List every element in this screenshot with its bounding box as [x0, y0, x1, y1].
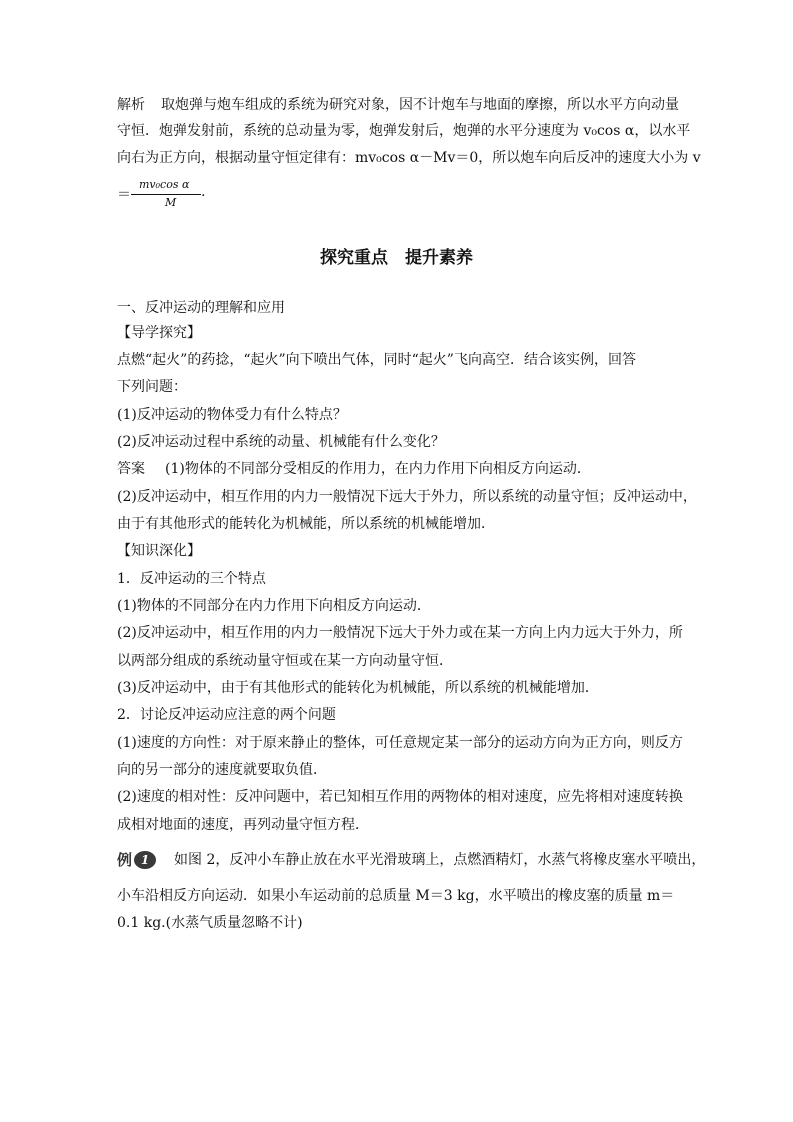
heading-recoil-motion: 一、反冲运动的理解和应用 — [117, 300, 285, 316]
formula-end: . — [201, 184, 206, 200]
recoil-velocity-formula — [117, 178, 207, 214]
knowledge-point-1: (1)物体的不同部分在内力作用下向相反方向运动． — [117, 598, 431, 614]
formula-equals: ＝ — [117, 187, 131, 203]
question-2: (2)反冲运动过程中系统的动量、机械能有什么变化？ — [117, 434, 445, 450]
example-line-1: 例 1 如图 2，反冲小车静止放在水平光滑玻璃上，点燃酒精灯，水蒸气将橡皮塞水平喷出， — [117, 851, 706, 869]
example-number-icon: 1 — [134, 851, 156, 869]
answer-2-line-1: (2)反冲运动中，相互作用的内力一般情况下远大于外力，所以系统的动量守恒；反冲运动中， — [117, 489, 697, 505]
example-badge — [117, 850, 156, 870]
answer-label: 答案 — [117, 461, 145, 477]
issue-1-line-1: (1)速度的方向性：对于原来静止的整体，可任意规定某一部分的运动方向为正方向，则反方 — [117, 735, 683, 751]
fraction-bar — [131, 194, 201, 195]
example-line-3: 0.1 kg.(水蒸气质量忽略不计) — [117, 915, 303, 931]
question-1: (1)反冲运动的物体受力有什么特点？ — [117, 407, 347, 423]
guide-text-2: 下列问题： — [117, 379, 187, 395]
formula-denominator: M — [165, 196, 177, 209]
answer-2-line-2: 由于有其他形式的能转化为机械能，所以系统的机械能增加． — [117, 516, 495, 532]
guide-text-1: 点燃“起火”的药捻，“起火”向下喷出气体，同时“起火”飞向高空．结合该实例，回答 — [117, 352, 636, 368]
example-line-2: 小车沿相反方向运动．如果小车运动前的总质量 M＝3 kg，水平喷出的橡皮塞的质量 m＝ — [117, 888, 675, 904]
example-label: 例 — [117, 851, 133, 869]
analysis-line-3: 向右为正方向，根据动量守恒定律有：mv₀cos α－Mv＝0，所以炮车向后反冲的速度大小为 v — [117, 150, 701, 166]
issue-2-line-1: (2)速度的相对性：反冲问题中，若已知相互作用的两物体的相对速度，应先将相对速度转换 — [117, 789, 683, 805]
knowledge-label: 【知识深化】 — [117, 543, 201, 559]
issue-1-line-2: 向的另一部分的速度就要取负值． — [117, 762, 327, 778]
guide-label: 【导学探究】 — [117, 325, 201, 341]
knowledge-heading-2: 2．讨论反冲运动应注意的两个问题 — [117, 707, 336, 723]
analysis-line-1: 解析 取炮弹与炮车组成的系统为研究对象，因不计炮车与地面的摩擦，所以水平方向动量 — [117, 97, 679, 113]
formula-numerator: mv₀cos α — [139, 178, 190, 191]
knowledge-heading-1: 1．反冲运动的三个特点 — [117, 571, 266, 587]
issue-2-line-2: 成相对地面的速度，再列动量守恒方程． — [117, 817, 369, 833]
knowledge-point-2-line-1: (2)反冲运动中，相互作用的内力一般情况下远大于外力或在某一方向上内力远大于外力，所 — [117, 625, 683, 641]
answer-1: 答案 (1)物体的不同部分受相反的作用力，在内力作用下向相反方向运动． — [117, 461, 591, 477]
knowledge-point-2-line-2: 以两部分组成的系统动量守恒或在某一方向动量守恒． — [117, 653, 453, 669]
analysis-line-2: 守恒．炮弹发射前，系统的总动量为零，炮弹发射后，炮弹的水平分速度为 v₀cos α，以水平 — [117, 123, 691, 139]
section-title: 探究重点 提升素养 — [320, 248, 473, 268]
analysis-label: 解析 — [117, 97, 145, 113]
knowledge-point-3: (3)反冲运动中，由于有其他形式的能转化为机械能，所以系统的机械能增加． — [117, 680, 599, 696]
